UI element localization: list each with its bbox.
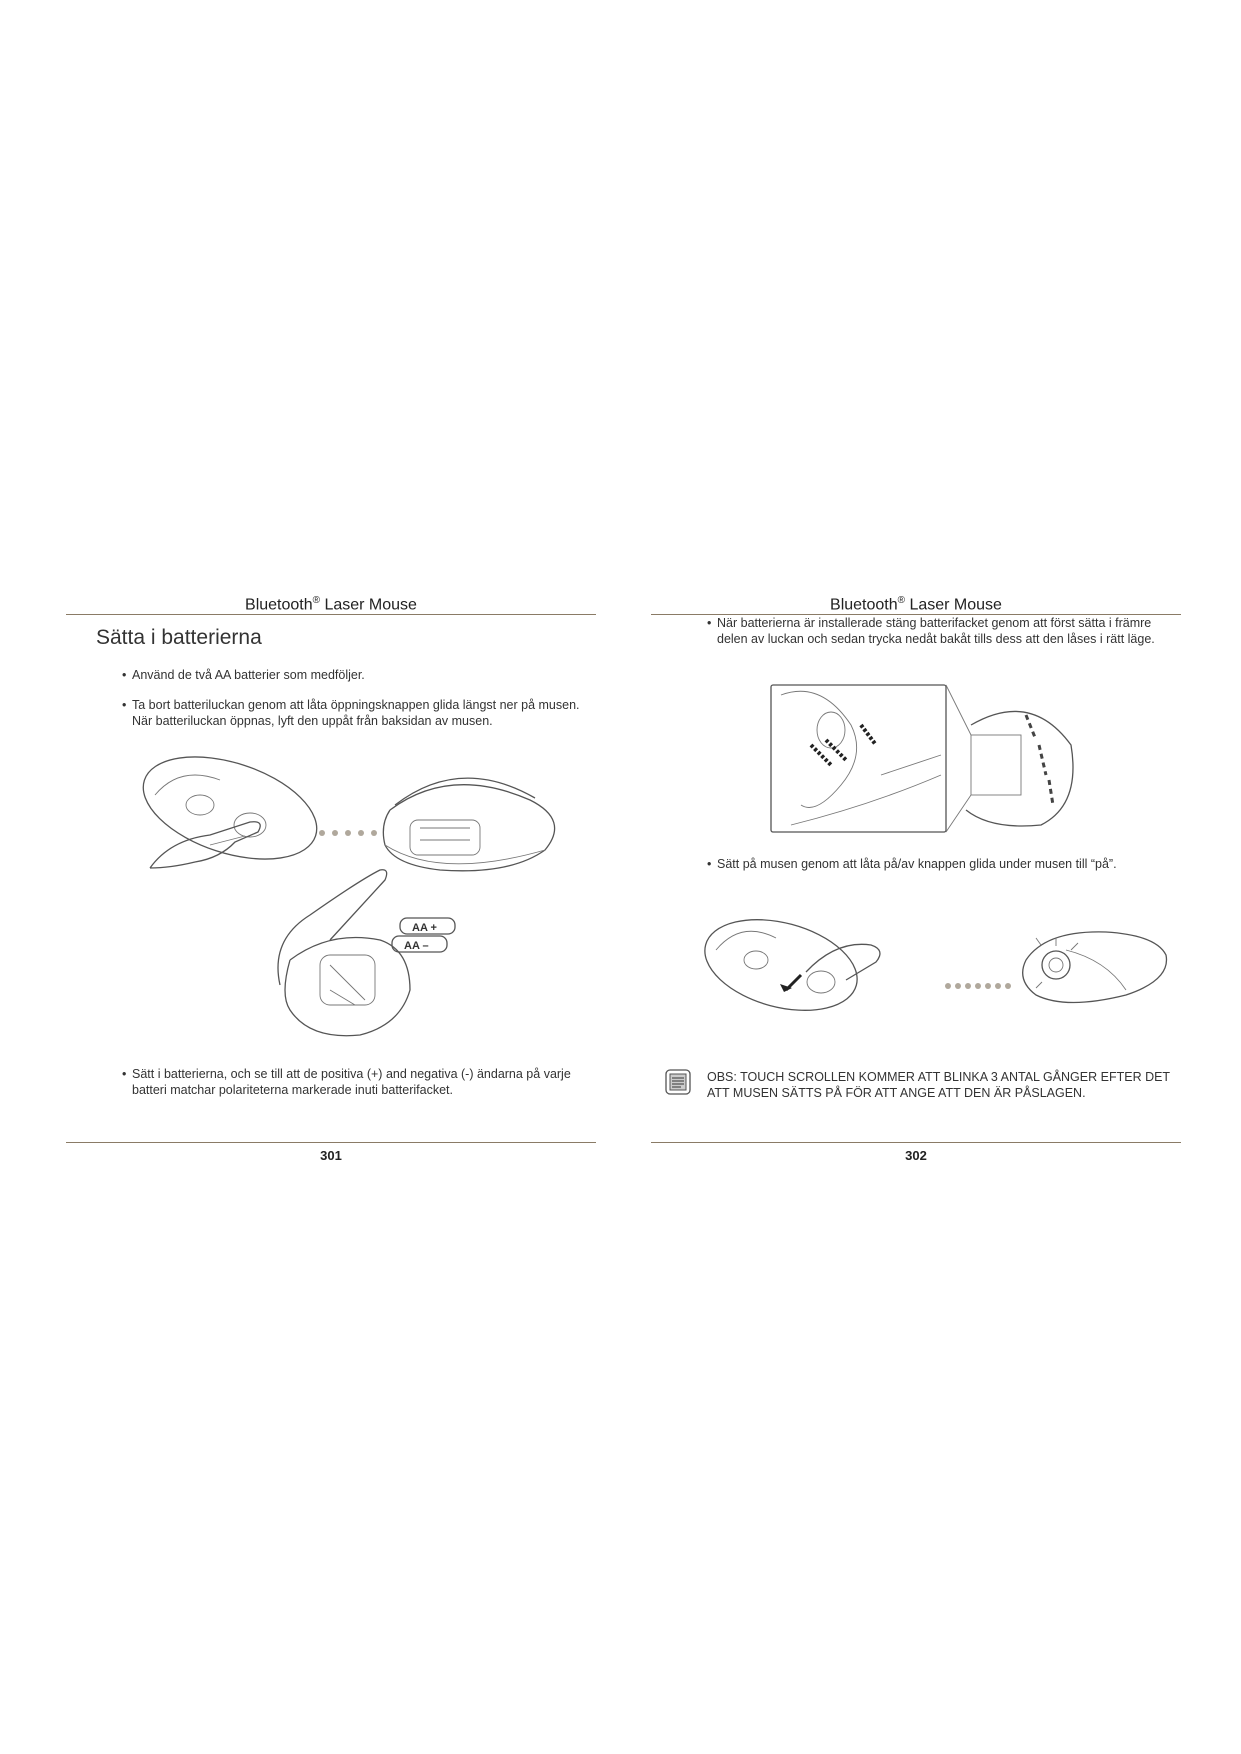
header-product: Laser Mouse (320, 596, 417, 614)
header-brand: Bluetooth (830, 596, 898, 614)
battery-label-minus: AA – (404, 940, 429, 952)
header-brand: Bluetooth (245, 596, 313, 614)
note-icon (665, 1069, 691, 1095)
footer-rule (66, 1142, 596, 1143)
illustration-power-switch (706, 910, 1166, 1030)
illustration-close-battery-cover (771, 685, 1191, 835)
registered-mark: ® (897, 595, 906, 606)
bullet-text: Sätt på musen genom att låta på/av knappen glida under musen till “på”. (717, 857, 1117, 871)
registered-mark: ® (312, 595, 321, 606)
page-header (66, 590, 596, 615)
footer-rule (651, 1142, 1181, 1143)
page-301 (66, 590, 596, 1170)
bullet-text: Ta bort batteriluckan genom att låta öppningsknappen glida längst ner på musen. När batteriluckan öppnas, lyft den uppåt från baksidan av musen. (132, 698, 580, 728)
section-title: Sätta i batterierna (96, 626, 262, 649)
header-product: Laser Mouse (905, 596, 1002, 614)
bullet-text: När batterierna är installerade stäng batterifacket genom att först sätta i främre delen av luckan och sedan trycka nedåt bakåt tills dess att den låses i rätt läge. (717, 616, 1155, 646)
bullet-close-cover: • När batterierna är installerade stäng batterifacket genom att först sätta i främre delen av luckan och sedan trycka nedåt bakåt tills dess att den låses i rätt läge. (707, 616, 1155, 646)
page-header (651, 590, 1181, 615)
bullet-power-on: • Sätt på musen genom att låta på/av knappen glida under musen till “på”. (707, 857, 1117, 871)
battery-label-plus: AA + (412, 922, 437, 934)
bullet-text: Använd de två AA batterier som medföljer. (132, 668, 365, 682)
bullet-insert-batteries: • Sätt i batterierna, och se till att de positiva (+) and negativa (-) ändarna på varje batteri matchar polariteterna markerade inuti batterifacket. (122, 1067, 571, 1097)
bullet-text: Sätt i batterierna, och se till att de positiva (+) and negativa (-) ändarna på varje batteri matchar polariteterna markerade inuti batterifacket. (132, 1067, 571, 1097)
bullet-remove-cover: • Ta bort batteriluckan genom att låta öppningsknappen glida längst ner på musen. När batteriluckan öppnas, lyft den uppåt från baksidan av musen. (122, 698, 580, 728)
page-number: 301 (320, 1148, 342, 1163)
note-text: OBS: TOUCH SCROLLEN KOMMER ATT BLINKA 3 ANTAL GÅNGER EFTER DET ATT MUSEN SÄTTS PÅ FÖR ATT ANGE ATT DEN ÄR PÅSLAGEN. (707, 1070, 1170, 1100)
page-number: 302 (905, 1148, 927, 1163)
bullet-use-batteries: • Använd de två AA batterier som medföljer. (122, 668, 365, 682)
page-302 (651, 590, 1181, 1170)
illustration-open-battery-cover (140, 750, 590, 1040)
